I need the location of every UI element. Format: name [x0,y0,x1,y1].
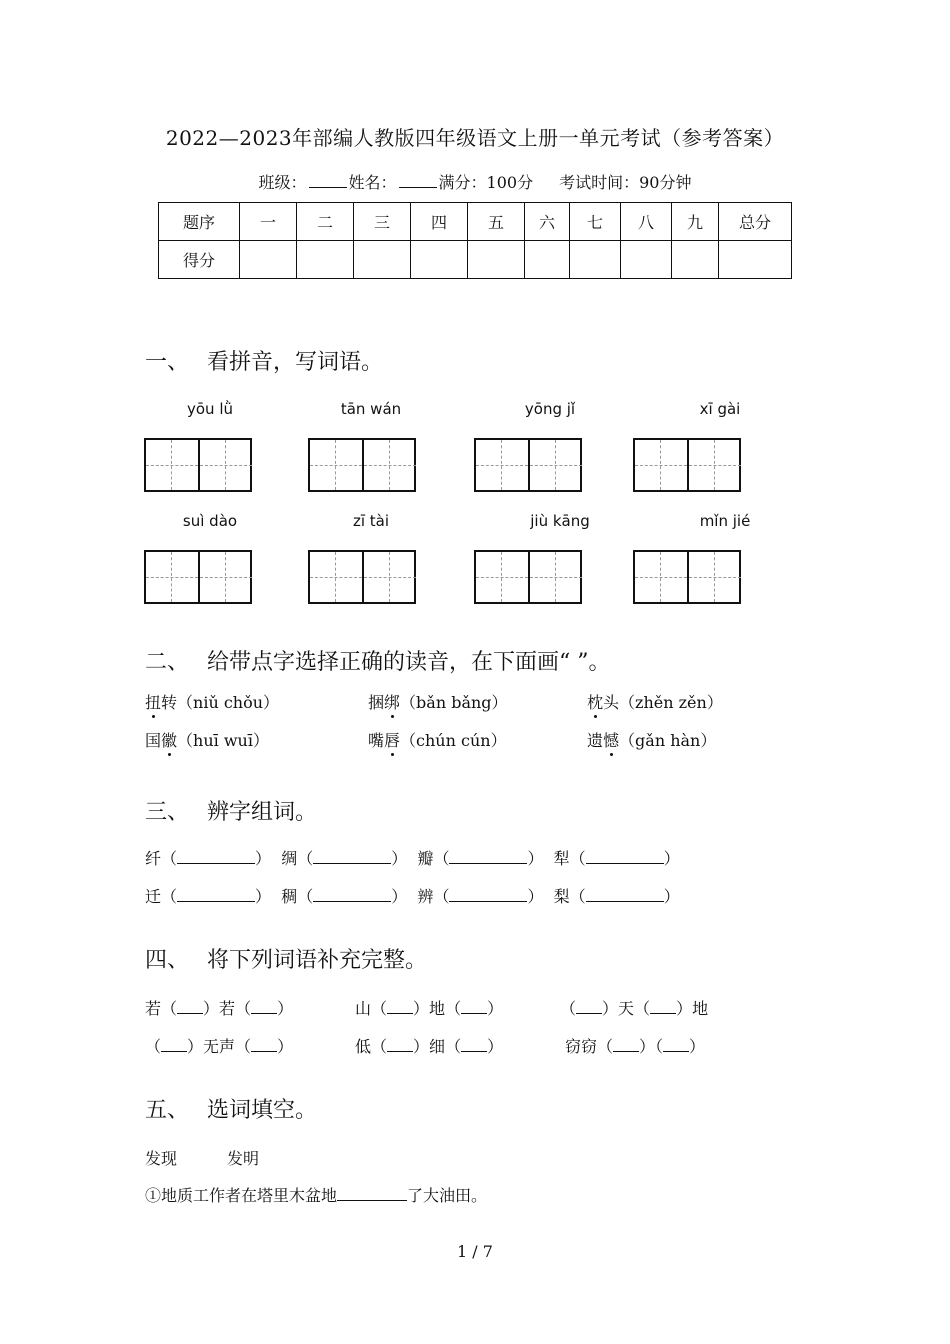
table-cell: 四 [411,203,468,241]
table-cell: 二 [297,203,354,241]
answer-blank[interactable] [586,887,664,902]
score-table-score-row [159,241,792,279]
writing-box[interactable] [633,438,741,492]
full-score: 满分：100分 [438,173,534,192]
pinyin-2: tān wán [340,400,402,418]
exam-info [0,170,950,193]
answer-blank[interactable] [449,887,527,902]
pinyin-3: yōng jǐ [524,400,576,418]
reading-item: 嘴唇（chún cún） [368,731,507,750]
answer-blank[interactable] [177,887,255,902]
section-2-heading: 二、 给带点字选择正确的读音，在下面画“ ”。 [145,650,611,675]
answer-blank[interactable] [313,887,391,902]
section-5-heading: 五、 选词填空。 [145,1098,318,1123]
score-cell[interactable] [354,241,411,279]
score-cell[interactable] [621,241,672,279]
writing-box[interactable] [474,438,582,492]
word-group-row: 纤（ ） 绸（ ） 瓣（ ） 犁（ ） [145,849,680,868]
writing-box[interactable] [308,550,416,604]
score-cell[interactable] [525,241,570,279]
answer-blank[interactable] [161,1037,187,1052]
answer-blank[interactable] [461,999,487,1014]
class-blank[interactable] [309,173,347,188]
idiom-item: 低（ ）细（ ） [355,1037,504,1056]
answer-blank[interactable] [586,849,664,864]
section-1-heading: 一、 看拼音，写词语。 [145,350,384,375]
pinyin-5: suì dào [182,512,238,530]
answer-blank[interactable] [663,1037,689,1052]
answer-blank[interactable] [337,1186,407,1201]
answer-blank[interactable] [387,1037,413,1052]
writing-box[interactable] [633,550,741,604]
table-cell: 三 [354,203,411,241]
answer-blank[interactable] [177,999,203,1014]
table-cell: 九 [672,203,719,241]
exam-time: 考试时间：90分钟 [559,173,692,192]
writing-box[interactable] [308,438,416,492]
answer-blank[interactable] [251,999,277,1014]
page-title: 2022—2023年部编人教版四年级语文上册一单元考试（参考答案） [165,126,785,150]
class-label: 班级： [258,173,307,192]
word-group-row: 迁（ ） 稠（ ） 辨（ ） 梨（ ） [145,887,680,906]
pinyin-7: jiù kāng [530,512,590,530]
writing-box[interactable] [474,550,582,604]
table-cell: 一 [240,203,297,241]
table-cell: 总分 [719,203,792,241]
idiom-item: （ ）天（ ）地 [560,999,709,1018]
score-table-header-row [159,203,792,241]
pinyin-6: zī tài [352,512,390,530]
answer-blank[interactable] [613,1037,639,1052]
reading-item: 扭转（niǔ chǒu） [145,693,280,712]
score-cell[interactable] [672,241,719,279]
pinyin-8: mǐn jié [699,512,751,530]
score-cell[interactable] [570,241,621,279]
answer-blank[interactable] [177,849,255,864]
answer-blank[interactable] [313,849,391,864]
pinyin-1: yōu lǜ [186,400,233,418]
idiom-item: （ ）无声（ ） [145,1037,294,1056]
score-cell[interactable] [411,241,468,279]
score-table [158,202,792,279]
idiom-item: 山（ ）地（ ） [355,999,504,1018]
section-4-heading: 四、 将下列词语补充完整。 [145,948,428,973]
word-options [145,1146,259,1169]
table-cell: 得分 [159,241,240,279]
writing-box[interactable] [144,550,252,604]
table-cell: 五 [468,203,525,241]
answer-blank[interactable] [650,999,676,1014]
page-number: 1 / 7 [457,1242,493,1261]
table-cell: 七 [570,203,621,241]
answer-blank[interactable] [387,999,413,1014]
option-word: 发明 [227,1149,260,1168]
table-cell: 题序 [159,203,240,241]
score-cell[interactable] [719,241,792,279]
score-cell[interactable] [468,241,525,279]
table-cell: 八 [621,203,672,241]
reading-item: 遗憾（gǎn hàn） [587,731,717,750]
score-cell[interactable] [297,241,354,279]
section-3-heading: 三、 辨字组词。 [145,800,318,825]
pinyin-4: xī gài [699,400,741,418]
question-1: ①地质工作者在塔里木盆地 了大油田。 [145,1186,488,1205]
answer-blank[interactable] [461,1037,487,1052]
name-blank[interactable] [399,173,437,188]
score-cell[interactable] [240,241,297,279]
table-cell: 六 [525,203,570,241]
idiom-item: 若（ ）若（ ） [145,999,294,1018]
writing-box[interactable] [144,438,252,492]
option-word: 发现 [145,1149,178,1168]
answer-blank[interactable] [449,849,527,864]
reading-item: 枕头（zhěn zěn） [587,693,723,712]
reading-item: 国徽（huī wuī） [145,731,269,750]
answer-blank[interactable] [576,999,602,1014]
reading-item: 捆绑（bǎn bǎng） [368,693,508,712]
idiom-item: 窃窃（ ）（ ） [565,1037,706,1056]
answer-blank[interactable] [251,1037,277,1052]
name-label: 姓名： [348,173,397,192]
